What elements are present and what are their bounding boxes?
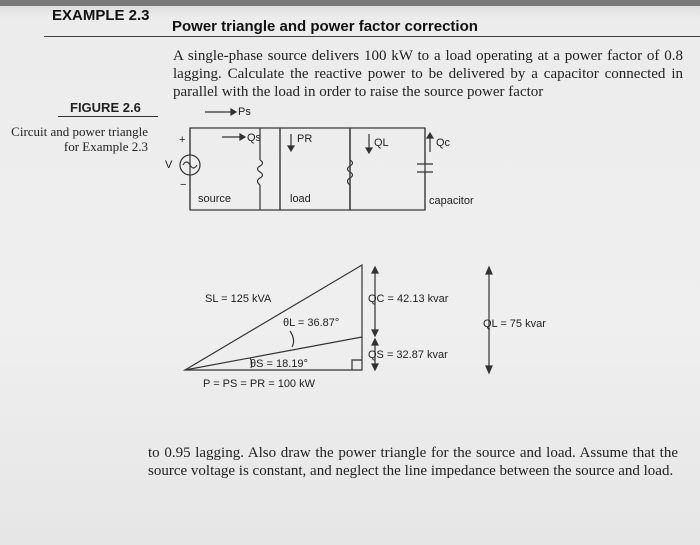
problem-paragraph-end: to 0.95 lagging. Also draw the power triangle for the source and load. Assume that the source voltage is constant, and neglect the line impedance between the source and load.	[148, 445, 678, 479]
source-label: source	[198, 193, 232, 205]
theta-s-label: θS = 18.19°	[250, 358, 308, 370]
theta-l-label: θL = 36.87°	[283, 317, 340, 329]
qc-label: Qc	[436, 137, 451, 149]
ql-value-label: QL = 75 kvar	[483, 318, 546, 330]
load-inductor-icon	[258, 160, 263, 185]
right-angle-mark	[352, 360, 362, 370]
qc-value-label: QC = 42.13 kvar	[368, 293, 449, 305]
ql-label: QL	[374, 137, 389, 149]
ql-dim-arrowhead-bottom	[486, 366, 492, 373]
figure-label: FIGURE 2.6	[70, 100, 141, 115]
qc-dim-arrowhead-bottom	[372, 330, 378, 336]
theta-l-arc	[290, 331, 294, 347]
load-label: load	[290, 193, 311, 205]
qs-arrowhead	[240, 134, 245, 140]
pr-label: PR	[297, 133, 313, 145]
minus-sign: −	[180, 179, 187, 191]
ql-arrowhead	[366, 148, 372, 153]
capacitor-label: capacitor	[429, 195, 474, 207]
ps-label: Ps	[238, 106, 251, 118]
plus-sign: +	[179, 134, 186, 146]
ps-arrowhead	[231, 109, 236, 115]
figure-caption: Circuit and power triangle for Example 2.3	[11, 124, 148, 154]
qc-dim-arrowhead-top	[372, 267, 378, 273]
v-label: V	[165, 159, 173, 171]
qs-value-label: QS = 32.87 kvar	[368, 349, 448, 361]
problem-paragraph-start: A single-phase source delivers 100 kW to a load operating at a power factor of 0.8 lagging. Calculate the reactive power to be delivered by a capacitor connected in parallel with the load in order to raise the source power factor	[173, 48, 683, 100]
sl-label: SL = 125 kVA	[205, 293, 272, 305]
pr-arrowhead	[288, 146, 294, 151]
qc-arrowhead	[427, 133, 433, 138]
ql-dim-arrowhead-top	[486, 267, 492, 274]
qs-dim-arrowhead-bottom	[372, 364, 378, 370]
p-label: P = PS = PR = 100 kW	[203, 378, 315, 390]
example-label: EXAMPLE 2.3	[52, 7, 150, 24]
qs-dim-arrowhead-top	[372, 339, 378, 345]
qs-label: Qs	[247, 132, 262, 144]
example-title: Power triangle and power factor correction	[172, 18, 478, 35]
